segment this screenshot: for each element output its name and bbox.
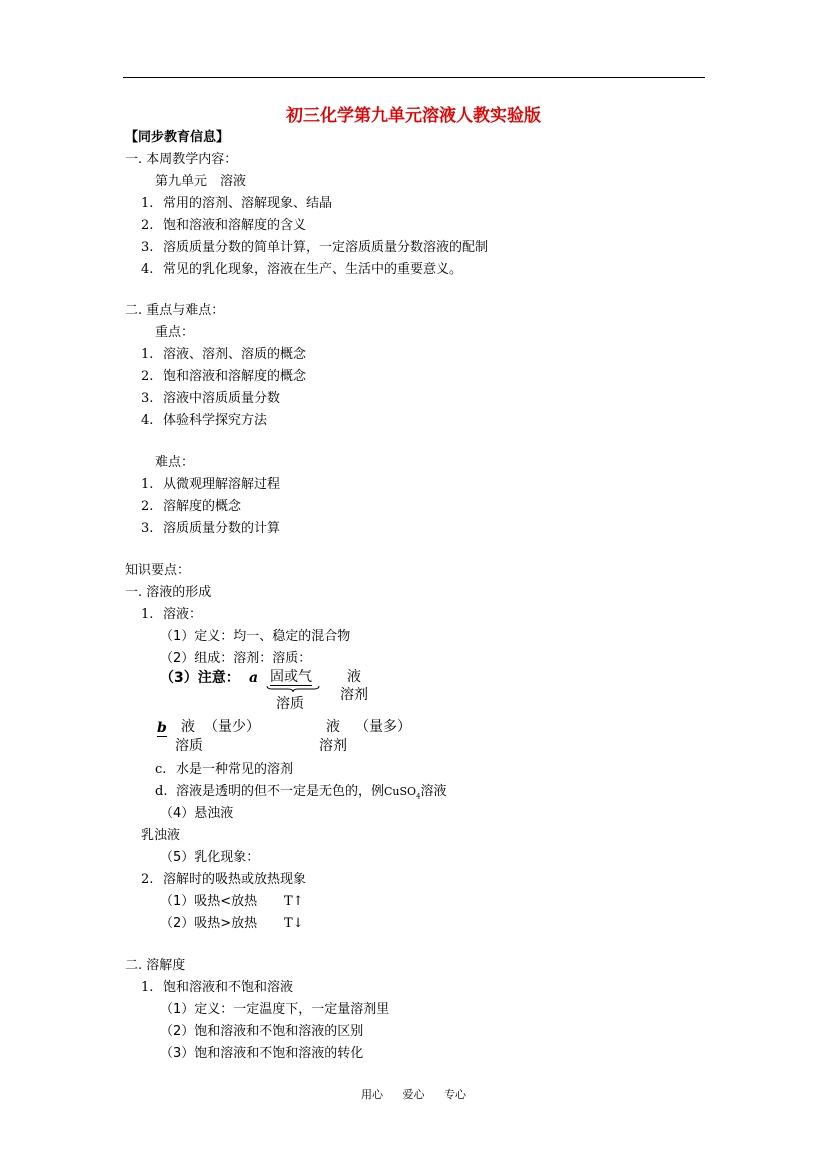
- amount-less: （量少）: [204, 719, 260, 735]
- list-number: 2.: [141, 369, 154, 384]
- formula: CuSO: [384, 785, 417, 798]
- sub-item: （2）饱和溶液和不饱和溶液的区别: [160, 1024, 364, 1039]
- list-number: 1.: [141, 196, 154, 211]
- section-heading: 一. 本周教学内容：: [125, 152, 238, 167]
- definition-line: （1）定义：均一、稳定的混合物: [160, 629, 351, 644]
- note-prefix: （3）注意：: [160, 670, 240, 686]
- amount-more: （量多）: [355, 719, 411, 735]
- solvent-label: 溶剂: [319, 738, 347, 754]
- heat-line-1: （1）吸热<放热: [160, 894, 258, 909]
- list-number: 1.: [141, 477, 154, 492]
- section-heading: 二. 溶解度: [125, 958, 186, 973]
- header-tag: 【同步教育信息】: [125, 130, 230, 145]
- list-item: 饱和溶液和溶解度的概念: [163, 369, 307, 384]
- footer-text: 爱心: [402, 1088, 425, 1101]
- list-number: 3.: [141, 521, 154, 536]
- key-label: 重点：: [155, 325, 195, 340]
- item-c-text: 水是一种常见的溶剂: [176, 762, 294, 777]
- formula-subscript: 4: [416, 792, 421, 801]
- list-item: 溶液：: [163, 607, 203, 622]
- liquid-label: 液: [347, 669, 361, 685]
- footer: [0, 1086, 827, 1102]
- list-item: 溶解时的吸热或放热现象: [163, 872, 307, 887]
- liquid-label: 液: [181, 719, 195, 735]
- footer-text: 用心: [361, 1088, 383, 1101]
- hard-label: 难点：: [155, 455, 195, 470]
- list-item: 溶质质量分数的计算: [163, 521, 281, 536]
- list-number: 4.: [141, 262, 154, 277]
- solvent-label: 溶剂: [340, 687, 368, 703]
- list-number: 3.: [141, 391, 154, 406]
- page-title: 初三化学第九单元溶液人教实验版: [286, 106, 541, 126]
- emulsion-line: 乳浊液: [141, 828, 181, 843]
- item-c-label: c.: [155, 762, 167, 777]
- list-number: 1.: [141, 347, 154, 362]
- suspension-line: （4）悬浊液: [160, 806, 234, 821]
- list-number: 2.: [141, 499, 154, 514]
- sub-item: （1）定义：一定温度下，一定量溶剂里: [160, 1002, 390, 1017]
- list-item: 饱和溶液和溶解度的含义: [163, 218, 307, 233]
- underbrace-icon: [266, 685, 320, 693]
- list-item: 溶解度的概念: [163, 499, 242, 514]
- liquid-label: 液: [326, 719, 340, 735]
- list-number: 2.: [141, 872, 154, 887]
- list-item: 体验科学探究方法: [163, 413, 268, 428]
- section-heading: 一. 溶液的形成: [125, 585, 212, 600]
- note-a-label: a: [249, 670, 259, 686]
- item-d-text: 溶液是透明的但不一定是无色的，例CuSO$_4$溶液: [176, 784, 447, 801]
- note-b-label: b: [157, 720, 167, 736]
- composition-line: （2）组成：溶剂：溶质：: [160, 651, 312, 666]
- list-number: 3.: [141, 240, 154, 255]
- temperature-down: T↓: [284, 916, 304, 931]
- item-d-label: d.: [155, 784, 168, 799]
- knowledge-label: 知识要点：: [125, 563, 191, 578]
- list-item: 常见的乳化现象，溶液在生产、生活中的重要意义。: [163, 262, 463, 277]
- list-item: 从微观理解溶解过程: [163, 477, 281, 492]
- heat-line-2: （2）吸热>放热: [160, 916, 258, 931]
- list-item: 溶液、溶剂、溶质的概念: [163, 347, 307, 362]
- list-number: 1.: [141, 607, 154, 622]
- temperature-up: T↑: [284, 894, 304, 909]
- list-item: 常用的溶剂、溶解现象、结晶: [163, 196, 333, 211]
- list-item: 溶液中溶质质量分数: [163, 391, 281, 406]
- emulsification-line: （5）乳化现象：: [160, 850, 260, 865]
- list-item: 饱和溶液和不饱和溶液: [163, 980, 294, 995]
- unit-label: 第九单元 溶液: [155, 174, 247, 189]
- list-number: 2.: [141, 218, 154, 233]
- list-item: 溶质质量分数的简单计算，一定溶质质量分数溶液的配制: [163, 240, 489, 255]
- solute-label: 溶质: [175, 738, 203, 754]
- solute-label: 溶质: [276, 696, 304, 712]
- solid-or-gas: 固或气: [270, 669, 312, 685]
- header-rule: [123, 77, 705, 78]
- list-number: 1.: [141, 980, 154, 995]
- list-number: 4.: [141, 413, 154, 428]
- sub-item: （3）饱和溶液和不饱和溶液的转化: [160, 1046, 364, 1061]
- footer-text: 专心: [444, 1088, 466, 1101]
- section-heading: 二. 重点与难点：: [125, 303, 225, 318]
